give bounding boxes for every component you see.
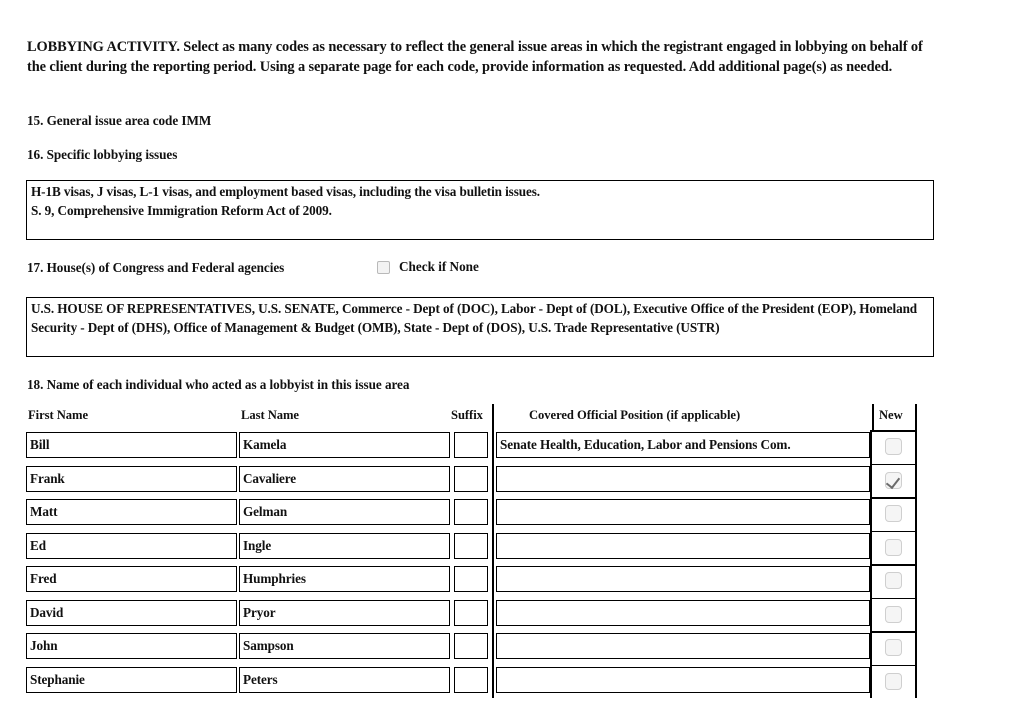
last-name-field[interactable] xyxy=(239,432,450,458)
house-congress-agencies-textbox[interactable] xyxy=(26,297,934,357)
first-name-field-value: Bill xyxy=(30,437,50,452)
last-name-field[interactable] xyxy=(239,633,450,659)
last-name-field[interactable] xyxy=(239,466,450,492)
covered-position-field[interactable] xyxy=(496,499,870,525)
first-name-field-value: Frank xyxy=(30,470,65,486)
row-divider-end xyxy=(915,430,917,464)
row-divider-suffix xyxy=(492,665,494,699)
check-if-none-label: Check if None xyxy=(399,259,479,274)
row-divider-end xyxy=(915,631,917,665)
new-lobbyist-checkbox[interactable] xyxy=(885,472,902,489)
first-name-field-value: David xyxy=(30,604,64,620)
last-name-field[interactable] xyxy=(239,566,450,592)
last-name-field-value: Peters xyxy=(243,671,278,687)
first-name-field[interactable] xyxy=(26,466,237,492)
first-name-field-value: Fred xyxy=(30,571,57,586)
new-lobbyist-checkbox[interactable] xyxy=(885,572,902,589)
lobbying-activity-instructions: LOBBYING ACTIVITY. Select as many codes as necessary to reflect the general issue areas in which the registrant engaged in lobbying on behalf of the client during the reporting period. Using a separate page for each code, provide information as requested. Add additional page(s) as needed. xyxy=(27,39,923,75)
first-name-field-value: Ed xyxy=(30,537,46,553)
lobbyist-table-body xyxy=(26,430,916,698)
column-header-covered-official-position: Covered Official Position (if applicable) xyxy=(529,408,741,422)
last-name-field-value: Gelman xyxy=(243,504,288,519)
covered-position-field[interactable] xyxy=(496,667,870,693)
covered-position-field[interactable] xyxy=(496,466,870,492)
row-divider-end xyxy=(915,531,917,565)
suffix-field[interactable] xyxy=(454,432,488,458)
row-divider-end xyxy=(915,564,917,598)
new-cell xyxy=(872,665,915,699)
table-row xyxy=(26,430,916,464)
column-header-last-name: Last Name xyxy=(241,408,299,422)
covered-position-field[interactable] xyxy=(496,432,870,458)
new-lobbyist-checkbox[interactable] xyxy=(885,505,902,522)
header-divider-end xyxy=(915,404,917,430)
check-if-none-row xyxy=(377,259,479,275)
row-divider-end xyxy=(915,598,917,632)
table-row xyxy=(26,631,916,665)
row-divider-suffix xyxy=(492,598,494,632)
new-lobbyist-checkbox[interactable] xyxy=(885,539,902,556)
specific-lobbying-issues-line-1: H-1B visas, J visas, L-1 visas, and employment based visas, including the visa bulletin issues. xyxy=(31,184,540,199)
covered-position-field[interactable] xyxy=(496,600,870,626)
first-name-field[interactable] xyxy=(26,566,237,592)
new-lobbyist-checkbox[interactable] xyxy=(885,438,902,455)
first-name-field[interactable] xyxy=(26,667,237,693)
first-name-field[interactable] xyxy=(26,633,237,659)
suffix-field[interactable] xyxy=(454,466,488,492)
house-congress-agencies-text: U.S. HOUSE OF REPRESENTATIVES, U.S. SENATE, Commerce - Dept of (DOC), Labor - Dept of (DOL), Executive Office of the President (EOP), Homeland Security - Dept of (DHS), Office of Management & Budget (OMB), State - Dept of (DOS), U.S. Trade Representative (USTR) xyxy=(31,301,918,335)
table-row xyxy=(26,564,916,598)
table-row xyxy=(26,464,916,498)
header-divider-suffix xyxy=(492,404,494,430)
last-name-field-value: Ingle xyxy=(243,537,272,553)
new-lobbyist-checkbox[interactable] xyxy=(885,673,902,690)
table-row xyxy=(26,497,916,531)
new-lobbyist-checkbox[interactable] xyxy=(885,639,902,656)
suffix-field[interactable] xyxy=(454,633,488,659)
first-name-field[interactable] xyxy=(26,432,237,458)
table-row xyxy=(26,598,916,632)
row-divider-suffix xyxy=(492,564,494,598)
lobbyist-table xyxy=(26,404,916,698)
last-name-field[interactable] xyxy=(239,499,450,525)
new-cell xyxy=(872,598,915,632)
lobbyist-table-header-row xyxy=(26,404,916,430)
check-if-none-checkbox[interactable] xyxy=(377,261,390,274)
row-divider-end xyxy=(915,464,917,498)
new-cell xyxy=(872,531,915,565)
first-name-field[interactable] xyxy=(26,533,237,559)
last-name-field[interactable] xyxy=(239,600,450,626)
specific-lobbying-issues-line-2: S. 9, Comprehensive Immigration Reform Act of 2009. xyxy=(31,202,332,218)
covered-position-field[interactable] xyxy=(496,633,870,659)
item-17-house-congress-agencies-label: 17. House(s) of Congress and Federal agencies xyxy=(27,260,285,275)
last-name-field-value: Pryor xyxy=(243,604,276,620)
new-cell xyxy=(872,430,915,464)
column-header-new: New xyxy=(879,408,903,422)
suffix-field[interactable] xyxy=(454,600,488,626)
first-name-field-value: John xyxy=(30,638,58,653)
header-divider-new xyxy=(872,404,874,430)
last-name-field-value: Kamela xyxy=(243,437,287,452)
suffix-field[interactable] xyxy=(454,566,488,592)
covered-position-field-value: Senate Health, Education, Labor and Pensions Com. xyxy=(500,437,791,452)
row-divider-suffix xyxy=(492,464,494,498)
new-cell xyxy=(872,464,915,498)
row-divider-suffix xyxy=(492,631,494,665)
item-15-general-issue-area-code-label: 15. General issue area code IMM xyxy=(27,113,212,128)
suffix-field[interactable] xyxy=(454,533,488,559)
new-cell xyxy=(872,564,915,598)
specific-lobbying-issues-textbox[interactable] xyxy=(26,180,934,240)
last-name-field-value: Humphries xyxy=(243,571,306,586)
suffix-field[interactable] xyxy=(454,667,488,693)
last-name-field-value: Sampson xyxy=(243,638,294,653)
last-name-field-value: Cavaliere xyxy=(243,470,297,486)
row-divider-end xyxy=(915,665,917,699)
new-lobbyist-checkbox[interactable] xyxy=(885,606,902,623)
covered-position-field[interactable] xyxy=(496,533,870,559)
column-header-suffix: Suffix xyxy=(451,408,483,422)
first-name-field[interactable] xyxy=(26,600,237,626)
first-name-field-value: Matt xyxy=(30,504,58,519)
first-name-field[interactable] xyxy=(26,499,237,525)
table-row xyxy=(26,665,916,699)
last-name-field[interactable] xyxy=(239,533,450,559)
first-name-field-value: Stephanie xyxy=(30,671,85,687)
covered-position-field[interactable] xyxy=(496,566,870,592)
row-divider-suffix xyxy=(492,531,494,565)
column-header-first-name: First Name xyxy=(28,408,88,422)
table-row xyxy=(26,531,916,565)
new-cell xyxy=(872,497,915,531)
item-16-specific-lobbying-issues-label: 16. Specific lobbying issues xyxy=(27,147,178,162)
row-divider-end xyxy=(915,497,917,531)
new-cell xyxy=(872,631,915,665)
last-name-field[interactable] xyxy=(239,667,450,693)
row-divider-suffix xyxy=(492,430,494,464)
row-divider-suffix xyxy=(492,497,494,531)
suffix-field[interactable] xyxy=(454,499,488,525)
item-18-lobbyist-names-label: 18. Name of each individual who acted as a lobbyist in this issue area xyxy=(27,377,410,392)
